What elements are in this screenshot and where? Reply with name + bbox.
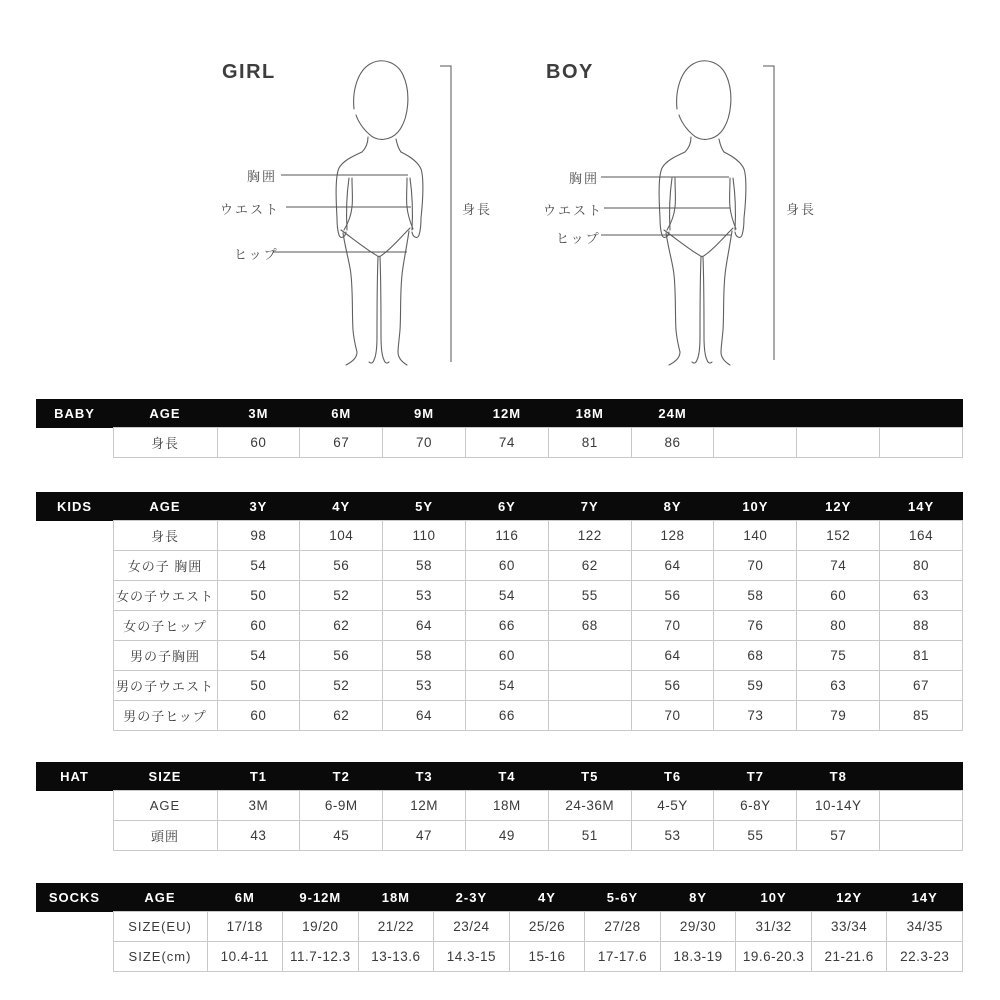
column-header: 12Y bbox=[797, 492, 880, 521]
cell: 25/26 bbox=[509, 912, 585, 942]
cell: 29/30 bbox=[660, 912, 736, 942]
cell: 67 bbox=[880, 671, 963, 701]
cell: 23/24 bbox=[434, 912, 510, 942]
cell: 13-13.6 bbox=[358, 942, 434, 972]
column-header bbox=[880, 399, 963, 428]
header-row bbox=[36, 492, 963, 521]
cell: 62 bbox=[300, 701, 383, 731]
column-header: T6 bbox=[631, 762, 714, 791]
row-label: 女の子 胸囲 bbox=[113, 551, 217, 581]
cell: 128 bbox=[631, 521, 714, 551]
row-label: 身長 bbox=[113, 428, 217, 458]
table-row bbox=[36, 791, 963, 821]
row-label: SIZE(EU) bbox=[113, 912, 207, 942]
header-row bbox=[36, 399, 963, 428]
boy-chest-label: 胸囲 bbox=[569, 171, 600, 186]
cell: 54 bbox=[465, 671, 548, 701]
column-header bbox=[714, 399, 797, 428]
row-label: 身長 bbox=[113, 521, 217, 551]
cell: 70 bbox=[631, 701, 714, 731]
cell bbox=[880, 821, 963, 851]
cell: 54 bbox=[465, 581, 548, 611]
cell: 43 bbox=[217, 821, 300, 851]
table-row bbox=[36, 551, 963, 581]
cell: 27/28 bbox=[585, 912, 661, 942]
boy-height-bracket bbox=[763, 66, 774, 360]
column-header bbox=[880, 762, 963, 791]
row-spacer bbox=[36, 821, 113, 851]
section-label: SOCKS bbox=[36, 883, 113, 912]
cell: 60 bbox=[465, 641, 548, 671]
cell: 63 bbox=[797, 671, 880, 701]
body-measurement-diagram bbox=[0, 0, 1000, 400]
cell: 55 bbox=[548, 581, 631, 611]
cell: 15-16 bbox=[509, 942, 585, 972]
cell: 73 bbox=[714, 701, 797, 731]
kids-size-table bbox=[36, 492, 963, 731]
cell: 4-5Y bbox=[631, 791, 714, 821]
socks-table-slot bbox=[36, 883, 963, 972]
row-spacer bbox=[36, 671, 113, 701]
cell: 51 bbox=[548, 821, 631, 851]
cell: 58 bbox=[714, 581, 797, 611]
row-spacer bbox=[36, 611, 113, 641]
cell: 54 bbox=[217, 551, 300, 581]
boy-waist-label: ウエスト bbox=[543, 203, 604, 218]
column-header: 24M bbox=[631, 399, 714, 428]
cell: 6-9M bbox=[300, 791, 383, 821]
column-header: 14Y bbox=[880, 492, 963, 521]
cell: 81 bbox=[548, 428, 631, 458]
table-row bbox=[36, 611, 963, 641]
row-spacer bbox=[36, 551, 113, 581]
table-row bbox=[36, 641, 963, 671]
cell: 24-36M bbox=[548, 791, 631, 821]
cell: 80 bbox=[880, 551, 963, 581]
cell: 110 bbox=[383, 521, 466, 551]
cell: 62 bbox=[300, 611, 383, 641]
cell: 164 bbox=[880, 521, 963, 551]
girl-waist-label: ウエスト bbox=[220, 202, 281, 217]
column-header: 6M bbox=[300, 399, 383, 428]
column-header: 4Y bbox=[300, 492, 383, 521]
row-label: 女の子ウエスト bbox=[113, 581, 217, 611]
cell: 88 bbox=[880, 611, 963, 641]
cell: 58 bbox=[383, 641, 466, 671]
row-spacer bbox=[36, 791, 113, 821]
column-header: 12M bbox=[465, 399, 548, 428]
cell: 19/20 bbox=[283, 912, 359, 942]
cell: 70 bbox=[631, 611, 714, 641]
column-header: 3M bbox=[217, 399, 300, 428]
cell: 22.3-23 bbox=[887, 942, 963, 972]
cell: 21-21.6 bbox=[811, 942, 887, 972]
cell: 66 bbox=[465, 611, 548, 641]
cell: 45 bbox=[300, 821, 383, 851]
column-header bbox=[797, 399, 880, 428]
column-header: 8Y bbox=[660, 883, 736, 912]
column-header: 6M bbox=[207, 883, 283, 912]
baby-size-table bbox=[36, 399, 963, 458]
column-header: 10Y bbox=[736, 883, 812, 912]
column-header: T4 bbox=[465, 762, 548, 791]
cell: 17-17.6 bbox=[585, 942, 661, 972]
cell: 19.6-20.3 bbox=[736, 942, 812, 972]
cell: 80 bbox=[797, 611, 880, 641]
cell: 67 bbox=[300, 428, 383, 458]
kids-table-slot bbox=[36, 492, 963, 731]
attr-header: AGE bbox=[113, 492, 217, 521]
column-header: T2 bbox=[300, 762, 383, 791]
cell bbox=[548, 701, 631, 731]
row-label: 男の子ヒップ bbox=[113, 701, 217, 731]
column-header: 3Y bbox=[217, 492, 300, 521]
cell: 34/35 bbox=[887, 912, 963, 942]
row-label: 男の子ウエスト bbox=[113, 671, 217, 701]
header-row bbox=[36, 762, 963, 791]
boy-hip-label: ヒップ bbox=[556, 231, 601, 246]
cell: 62 bbox=[548, 551, 631, 581]
row-spacer bbox=[36, 428, 113, 458]
cell: 33/34 bbox=[811, 912, 887, 942]
column-header: 2-3Y bbox=[434, 883, 510, 912]
cell: 75 bbox=[797, 641, 880, 671]
cell: 60 bbox=[465, 551, 548, 581]
hat-table-slot bbox=[36, 762, 963, 851]
cell: 54 bbox=[217, 641, 300, 671]
cell: 53 bbox=[631, 821, 714, 851]
cell: 11.7-12.3 bbox=[283, 942, 359, 972]
cell: 56 bbox=[631, 581, 714, 611]
column-header: T5 bbox=[548, 762, 631, 791]
baby-table-slot bbox=[36, 399, 963, 458]
cell: 57 bbox=[797, 821, 880, 851]
cell: 140 bbox=[714, 521, 797, 551]
row-label: SIZE(cm) bbox=[113, 942, 207, 972]
cell: 56 bbox=[300, 551, 383, 581]
cell: 12M bbox=[383, 791, 466, 821]
socks-size-table bbox=[36, 883, 963, 972]
cell: 68 bbox=[548, 611, 631, 641]
cell: 74 bbox=[797, 551, 880, 581]
table-row bbox=[36, 912, 963, 942]
girl-diagram-title: GIRL bbox=[222, 61, 276, 83]
cell: 6-8Y bbox=[714, 791, 797, 821]
cell bbox=[714, 428, 797, 458]
column-header: 7Y bbox=[548, 492, 631, 521]
column-header: 5Y bbox=[383, 492, 466, 521]
column-header: 5-6Y bbox=[585, 883, 661, 912]
girl-figure-drawing bbox=[336, 61, 423, 365]
column-header: 9M bbox=[383, 399, 466, 428]
attr-header: AGE bbox=[113, 883, 207, 912]
girl-height-bracket bbox=[440, 66, 451, 362]
section-label: BABY bbox=[36, 399, 113, 428]
row-label: 男の子胸囲 bbox=[113, 641, 217, 671]
column-header: 12Y bbox=[811, 883, 887, 912]
column-header: T3 bbox=[383, 762, 466, 791]
cell: 10.4-11 bbox=[207, 942, 283, 972]
cell: 86 bbox=[631, 428, 714, 458]
cell: 31/32 bbox=[736, 912, 812, 942]
cell: 74 bbox=[465, 428, 548, 458]
table-row bbox=[36, 942, 963, 972]
row-spacer bbox=[36, 912, 113, 942]
cell: 64 bbox=[383, 611, 466, 641]
section-label: HAT bbox=[36, 762, 113, 791]
cell: 17/18 bbox=[207, 912, 283, 942]
cell: 79 bbox=[797, 701, 880, 731]
cell: 60 bbox=[217, 611, 300, 641]
hat-size-table bbox=[36, 762, 963, 851]
cell: 64 bbox=[631, 641, 714, 671]
cell: 21/22 bbox=[358, 912, 434, 942]
row-spacer bbox=[36, 942, 113, 972]
boy-figure-drawing bbox=[659, 61, 746, 365]
table-row bbox=[36, 821, 963, 851]
boy-diagram-title: BOY bbox=[546, 61, 594, 83]
cell: 63 bbox=[880, 581, 963, 611]
cell: 53 bbox=[383, 671, 466, 701]
cell: 18.3-19 bbox=[660, 942, 736, 972]
cell: 10-14Y bbox=[797, 791, 880, 821]
cell: 64 bbox=[383, 701, 466, 731]
cell: 81 bbox=[880, 641, 963, 671]
table-row bbox=[36, 428, 963, 458]
cell: 66 bbox=[465, 701, 548, 731]
cell: 52 bbox=[300, 581, 383, 611]
cell: 49 bbox=[465, 821, 548, 851]
row-spacer bbox=[36, 641, 113, 671]
cell: 56 bbox=[631, 671, 714, 701]
cell: 76 bbox=[714, 611, 797, 641]
cell: 47 bbox=[383, 821, 466, 851]
column-header: 4Y bbox=[509, 883, 585, 912]
column-header: 9-12M bbox=[283, 883, 359, 912]
cell bbox=[880, 428, 963, 458]
cell: 116 bbox=[465, 521, 548, 551]
cell: 55 bbox=[714, 821, 797, 851]
cell bbox=[880, 791, 963, 821]
cell: 152 bbox=[797, 521, 880, 551]
boy-height-label: 身長 bbox=[786, 202, 817, 217]
column-header: T7 bbox=[714, 762, 797, 791]
column-header: T8 bbox=[797, 762, 880, 791]
table-row bbox=[36, 581, 963, 611]
cell: 18M bbox=[465, 791, 548, 821]
cell: 14.3-15 bbox=[434, 942, 510, 972]
cell: 64 bbox=[631, 551, 714, 581]
column-header: 18M bbox=[358, 883, 434, 912]
table-row bbox=[36, 521, 963, 551]
attr-header: SIZE bbox=[113, 762, 217, 791]
cell: 52 bbox=[300, 671, 383, 701]
cell bbox=[548, 641, 631, 671]
cell bbox=[548, 671, 631, 701]
cell: 60 bbox=[217, 428, 300, 458]
cell: 60 bbox=[797, 581, 880, 611]
cell bbox=[797, 428, 880, 458]
cell: 60 bbox=[217, 701, 300, 731]
cell: 70 bbox=[714, 551, 797, 581]
row-spacer bbox=[36, 521, 113, 551]
column-header: 6Y bbox=[465, 492, 548, 521]
cell: 122 bbox=[548, 521, 631, 551]
cell: 104 bbox=[300, 521, 383, 551]
cell: 58 bbox=[383, 551, 466, 581]
column-header: 14Y bbox=[887, 883, 963, 912]
cell: 68 bbox=[714, 641, 797, 671]
cell: 3M bbox=[217, 791, 300, 821]
header-row bbox=[36, 883, 963, 912]
cell: 56 bbox=[300, 641, 383, 671]
attr-header: AGE bbox=[113, 399, 217, 428]
cell: 50 bbox=[217, 671, 300, 701]
section-label: KIDS bbox=[36, 492, 113, 521]
girl-height-label: 身長 bbox=[462, 202, 493, 217]
cell: 59 bbox=[714, 671, 797, 701]
table-row bbox=[36, 671, 963, 701]
row-label: 女の子ヒップ bbox=[113, 611, 217, 641]
column-header: 8Y bbox=[631, 492, 714, 521]
row-spacer bbox=[36, 701, 113, 731]
cell: 53 bbox=[383, 581, 466, 611]
girl-hip-label: ヒップ bbox=[234, 247, 279, 262]
column-header: 10Y bbox=[714, 492, 797, 521]
row-label: 頭囲 bbox=[113, 821, 217, 851]
cell: 70 bbox=[383, 428, 466, 458]
column-header: 18M bbox=[548, 399, 631, 428]
row-spacer bbox=[36, 581, 113, 611]
table-row bbox=[36, 701, 963, 731]
column-header: T1 bbox=[217, 762, 300, 791]
cell: 50 bbox=[217, 581, 300, 611]
girl-chest-label: 胸囲 bbox=[247, 169, 278, 184]
cell: 98 bbox=[217, 521, 300, 551]
row-label: AGE bbox=[113, 791, 217, 821]
cell: 85 bbox=[880, 701, 963, 731]
